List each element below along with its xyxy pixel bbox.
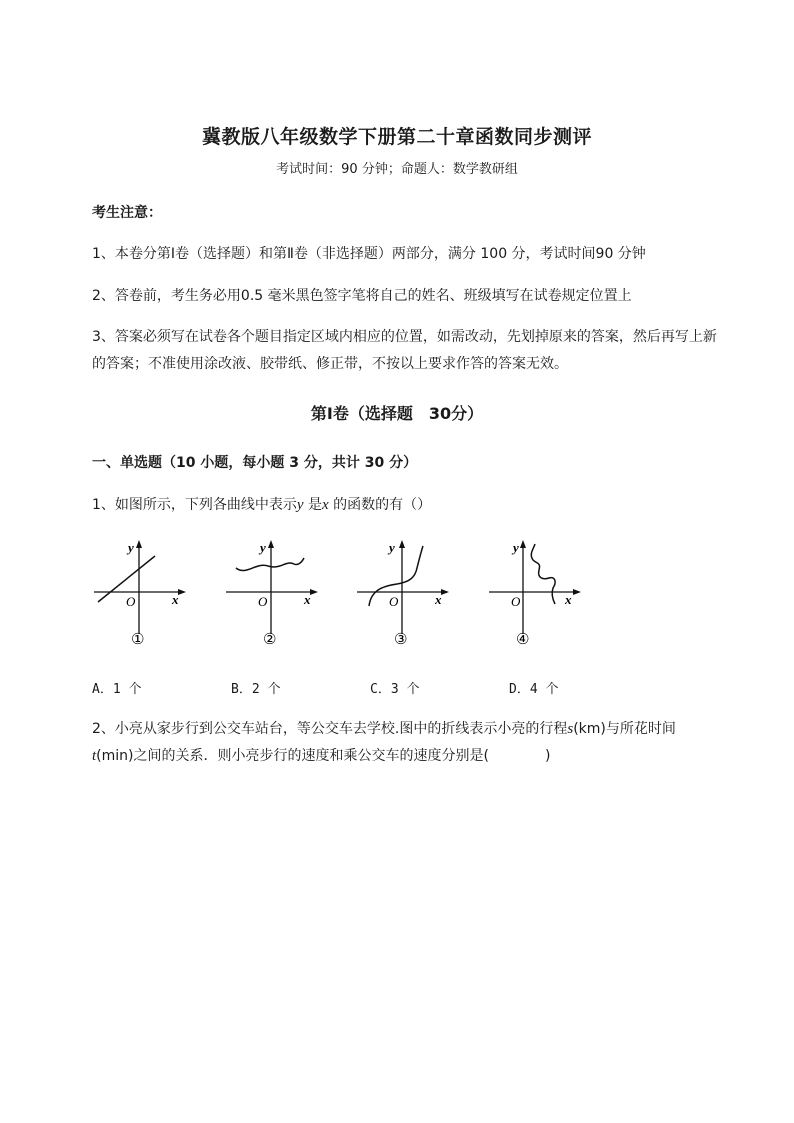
option-c[interactable]: C．3 个	[370, 682, 420, 697]
notice-item-1: 1、本卷分第Ⅰ卷（选择题）和第Ⅱ卷（非选择题）两部分，满分 100 分，考试时间90 分钟	[92, 246, 646, 262]
x-label: x	[565, 592, 572, 607]
graph-1	[90, 532, 190, 650]
part-heading: 一、单选题（10 小题，每小题 3 分，共计 30 分）	[92, 455, 418, 471]
graph-4	[485, 532, 585, 650]
y-label: y	[513, 540, 519, 555]
origin-label: O	[389, 594, 399, 609]
x-label: x	[304, 592, 311, 607]
y-label: y	[128, 540, 134, 555]
y-axis-arrow-icon	[136, 540, 142, 548]
q2-var-s: s	[567, 721, 574, 737]
notice-item-3-cont: 的答案；不准使用涂改液、胶带纸、修正带，不按以上要求作答的答案无效。	[92, 356, 568, 372]
curve-vertical	[531, 544, 555, 604]
q2-line2-suffix: (min)之间的关系．则小亮步行的速度和乘公交车的速度分别是( )	[96, 748, 551, 764]
y-axis-arrow-icon	[268, 540, 274, 548]
graph-number: ③	[394, 630, 408, 648]
origin-label: O	[511, 594, 521, 609]
question-2-line-2	[92, 745, 550, 765]
y-axis-arrow-icon	[399, 540, 405, 548]
notice-item-3: 3、答案必须写在试卷各个题目指定区域内相应的位置，如需改动，先划掉原来的答案，然后再写上新	[92, 329, 717, 345]
x-label: x	[435, 592, 442, 607]
y-axis-arrow-icon	[520, 540, 526, 548]
question-1	[92, 494, 431, 514]
graph-number: ①	[131, 630, 145, 648]
q2-line1-prefix: 2、小亮从家步行到公交车站台，等公交车去学校.图中的折线表示小亮的行程	[92, 721, 568, 737]
section-title: 第Ⅰ卷（选择题 30分）	[310, 404, 484, 423]
x-label: x	[172, 592, 179, 607]
origin-label: O	[126, 594, 136, 609]
x-axis-arrow-icon	[441, 589, 449, 595]
graph-2	[222, 532, 322, 650]
page-title: 冀教版八年级数学下册第二十章函数同步测评	[201, 126, 592, 148]
notice-heading: 考生注意：	[92, 205, 162, 221]
question-2-line-1	[92, 718, 676, 738]
q2-var-t: t	[92, 748, 97, 764]
origin-label: O	[258, 594, 268, 609]
x-axis-arrow-icon	[573, 589, 581, 595]
q1-prefix: 1、如图所示，下列各曲线中表示	[92, 497, 297, 513]
x-axis-arrow-icon	[178, 589, 186, 595]
q2-line1-suffix: (km)与所花时间	[573, 721, 676, 737]
exam-info: 考试时间：90 分钟；命题人：数学教研组	[276, 162, 518, 177]
x-axis-arrow-icon	[310, 589, 318, 595]
graph-number: ②	[263, 630, 277, 648]
q1-var-x: x	[322, 497, 329, 513]
q1-var-y: y	[296, 497, 304, 513]
option-a[interactable]: A．1 个	[92, 682, 142, 697]
curve-wave	[236, 558, 304, 571]
graph-3	[353, 532, 453, 650]
option-b[interactable]: B．2 个	[231, 682, 281, 697]
y-label: y	[260, 540, 266, 555]
option-d[interactable]: D．4 个	[509, 682, 559, 697]
notice-item-2: 2、答卷前，考生务必用0.5 毫米黑色签字笔将自己的姓名、班级填写在试卷规定位置上	[92, 288, 632, 304]
graph-number: ④	[516, 630, 530, 648]
y-label: y	[389, 540, 395, 555]
q1-suffix: 的函数的有（）	[328, 497, 432, 513]
q1-mid: 是	[303, 497, 323, 513]
